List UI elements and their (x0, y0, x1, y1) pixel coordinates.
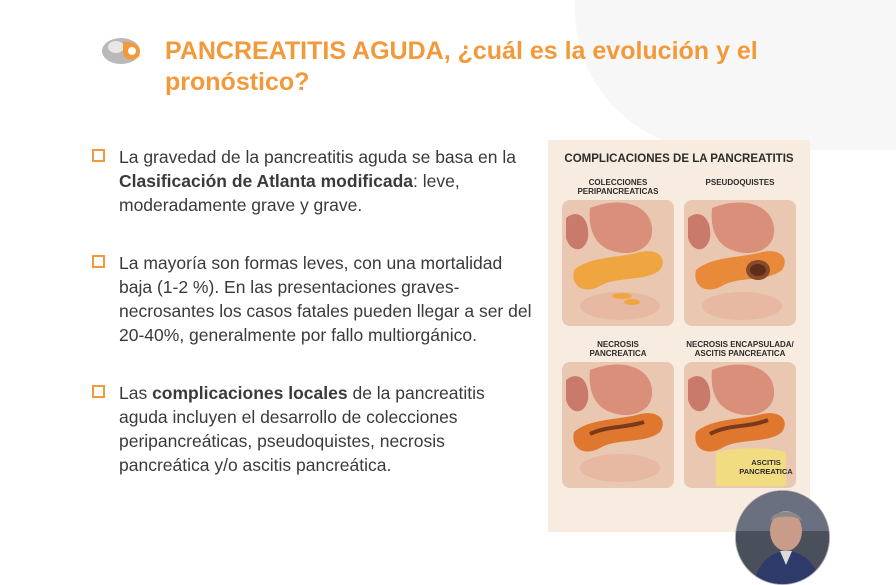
checkbox-bullet-icon (92, 149, 105, 162)
bullet-item (92, 251, 532, 347)
bullet-item (92, 381, 532, 477)
complications-figure (548, 140, 810, 532)
panel-colecciones (560, 178, 676, 328)
panel-label: COLECCIONES PERIPANCREATICAS (577, 178, 659, 196)
panel-necrosis-encapsulada (682, 340, 798, 490)
ascitis-label: ASCITIS PANCREATICA (739, 458, 793, 476)
pancreas-illustration-icon (560, 178, 676, 328)
logo-icon (101, 34, 145, 68)
panel-label: NECROSIS PANCREATICA (589, 340, 647, 358)
bullet-text: La mayoría son formas leves, con una mortalidad baja (1-2 %). En las presentaciones graves-necrosantes los casos fatales pueden llegar a ser del 20-40%, generalmente por fallo multiorgánico. (119, 253, 532, 345)
bullet-text: Las complicaciones locales de la pancreatitis aguda incluyen el desarrollo de colecciones peripancreáticas, pseudoquistes, necrosis pancreática y/o ascitis pancreática. (119, 383, 485, 475)
checkbox-bullet-icon (92, 255, 105, 268)
panel-pseudoquistes (682, 178, 798, 328)
checkbox-bullet-icon (92, 385, 105, 398)
panel-label: NECROSIS ENCAPSULADA/ ASCITIS PANCREATICA (686, 340, 794, 358)
panel-necrosis (560, 340, 676, 490)
slide-title: PANCREATITIS AGUDA, ¿cuál es la evolución y el pronóstico? (165, 37, 758, 96)
bullet-text: La gravedad de la pancreatitis aguda se basa en la Clasificación de Atlanta modificada: leve, moderadamente grave y grave. (119, 147, 516, 215)
pancreas-illustration-icon (560, 340, 676, 490)
panel-label: PSEUDOQUISTES (705, 178, 775, 187)
figure-title: COMPLICACIONES DE LA PANCREATITIS (564, 153, 794, 165)
bullet-list (92, 145, 532, 511)
presenter-webcam (735, 490, 830, 585)
pancreas-illustration-icon (682, 178, 798, 328)
bullet-item (92, 145, 532, 217)
presenter-avatar-icon (736, 491, 829, 584)
